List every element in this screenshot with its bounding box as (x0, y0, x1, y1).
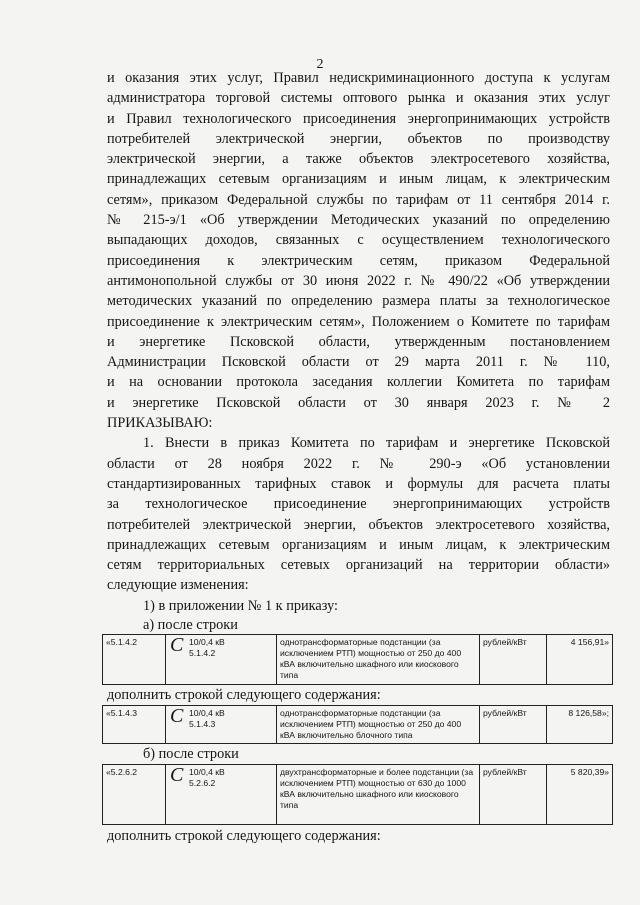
text-line: методических указаний по определению размера платы за технологическое (107, 293, 610, 310)
item-1: 1) в приложении № 1 к приказу: (143, 598, 339, 614)
text-line: антимонопольной службы от 30 июня 2022 г. № 490/22 «Об утверждении (107, 272, 610, 289)
row-voltage: 10/0,4 кВ (189, 637, 225, 647)
item-a: а) после строки (143, 617, 238, 633)
row-voltage: 10/0,4 кВ (189, 708, 225, 718)
row-code: «5.2.6.2 (103, 765, 166, 825)
text-line: и оказания этих услуг, Правил недискриминационного доступа к услугам (107, 70, 610, 86)
tariff-symbol: C (170, 634, 184, 656)
text-line: за технологическое присоединение энергопринимающих устройств (107, 496, 610, 513)
text-line: и энергетике Псковской области, утвержденным постановлением (107, 333, 610, 350)
table-row (103, 706, 613, 744)
tariff-table-row-2 (102, 705, 613, 744)
text-line: присоединения к электрическим сетям, приказом Федеральной (107, 252, 610, 269)
row-unit: рублей/кВт (480, 706, 547, 744)
text-line: сетям территориальных сетевых организаций на территории области» (107, 557, 610, 574)
tariff-table-row-3 (102, 764, 613, 825)
body-text (107, 68, 610, 596)
row-description: двухтрансформаторные и более подстанции (за исключением РТП) мощностью от 630 до 1000 кВА включительно шкафного или киоскового типа (277, 765, 480, 825)
item-b: б) после строки (143, 746, 239, 762)
row-symbol-sub: 5.1.4.2 (189, 648, 216, 658)
row-unit: рублей/кВт (480, 765, 547, 825)
text-line: администратора торговой системы оптового рынка и оказания этих услуг (107, 90, 610, 107)
row-symbol (166, 706, 277, 744)
text-line: потребителей электрической энергии, объектов по производству (107, 130, 610, 147)
row-value: 8 126,58»; (547, 706, 613, 744)
row-symbol (166, 765, 277, 825)
add-row-text: дополнить строкой следующего содержания: (107, 687, 381, 703)
text-line: потребителей электрической энергии, объектов электросетевого хозяйства, (107, 516, 610, 533)
text-line: присоединение к электрическим сетям», Положением о Комитете по тарифам (107, 313, 610, 330)
table-row (103, 635, 613, 685)
text-line: 1. Внести в приказ Комитета по тарифам и энергетике Псковской (143, 435, 610, 452)
add-row-text-2: дополнить строкой следующего содержания: (107, 828, 381, 844)
order-heading: ПРИКАЗЫВАЮ: (107, 415, 213, 432)
row-value: 4 156,91» (547, 635, 613, 685)
text-line: и Правил технологического присоединения энергопринимающих устройств (107, 110, 610, 127)
text-line: и энергетике Псковской области от 30 января 2023 г. № 2 (107, 394, 610, 411)
row-description: однотрансформаторные подстанции (за исключением РТП) мощностью от 250 до 400 кВА включительно блочного типа (277, 706, 480, 744)
text-line: сетям», приказом Федеральной службы по тарифам от 11 сентября 2014 г. (107, 191, 610, 208)
row-symbol-sub: 5.2.6.2 (189, 778, 216, 788)
table-row (103, 765, 613, 825)
row-code: «5.1.4.3 (103, 706, 166, 744)
row-description: однотрансформаторные подстанции (за исключением РТП) мощностью от 250 до 400 кВА включительно шкафного или киоскового типа (277, 635, 480, 685)
text-line: стандартизированных тарифных ставок и формулы для расчета платы (107, 475, 610, 492)
row-code: «5.1.4.2 (103, 635, 166, 685)
text-line: области от 28 ноября 2022 г. № 290-э «Об установлении (107, 455, 610, 472)
text-line: следующие изменения: (107, 577, 249, 594)
text-line: принадлежащих сетевым организациям и иным лицам, к электрическим (107, 536, 610, 553)
row-symbol-sub: 5.1.4.3 (189, 719, 216, 729)
tariff-symbol: C (170, 764, 184, 786)
page-number: 2 (316, 57, 324, 72)
row-value: 5 820,39» (547, 765, 613, 825)
row-symbol (166, 635, 277, 685)
text-line: выпадающих доходов, связанных с осуществлением технологического (107, 232, 610, 249)
row-voltage: 10/0,4 кВ (189, 767, 225, 777)
text-line: № 215-э/1 «Об утверждении Методических указаний по определению (107, 212, 610, 229)
text-line: и на основании протокола заседания коллегии Комитета по тарифам (107, 374, 610, 391)
row-unit: рублей/кВт (480, 635, 547, 685)
tariff-table-row-1 (102, 634, 613, 685)
text-line: Администрации Псковской области от 29 марта 2011 г. № 110, (107, 354, 610, 371)
text-line: электрической энергии, а также объектов электросетевого хозяйства, (107, 151, 610, 168)
tariff-symbol: C (170, 705, 184, 727)
text-line: принадлежащих сетевым организациям и иным лицам, к электрическим (107, 171, 610, 188)
